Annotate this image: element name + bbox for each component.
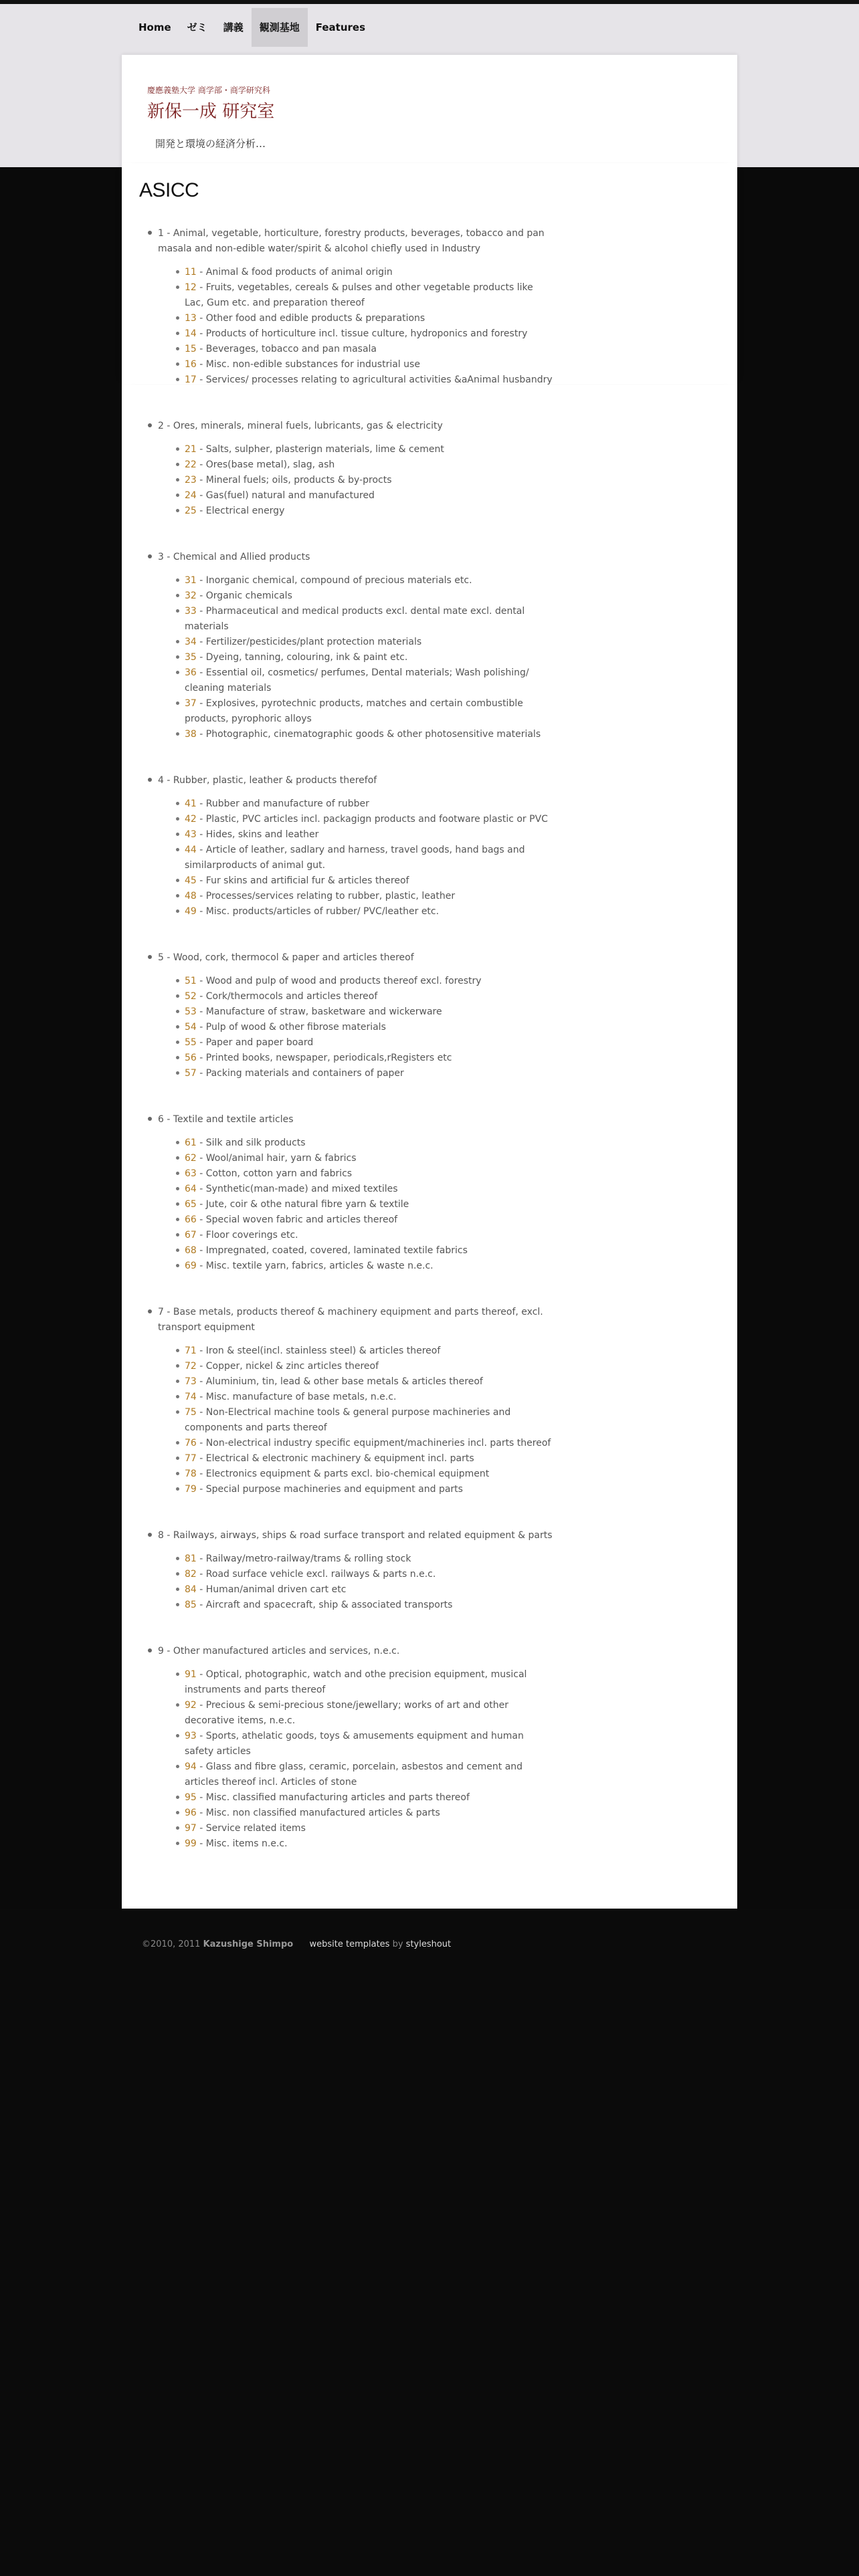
category-label: 5 - Wood, cork, thermocol & paper and articles thereof bbox=[158, 952, 414, 963]
subcategory-item bbox=[185, 1166, 554, 1182]
category-label: 7 - Base metals, products thereof & machinery equipment and parts thereof, excl. transport equipment bbox=[158, 1307, 543, 1333]
subcategory-code: 75 bbox=[185, 1407, 197, 1418]
subcategory-text: - Pharmaceutical and medical products excl. dental mate excl. dental materials bbox=[185, 606, 525, 632]
subcategory-item bbox=[185, 372, 554, 388]
subcategory-code: 49 bbox=[185, 906, 197, 917]
subcategory-text: - Fur skins and artificial fur & articles thereof bbox=[196, 875, 409, 886]
subcategory-item bbox=[185, 904, 554, 920]
subcategory-item bbox=[185, 1051, 554, 1066]
subcategory-code: 78 bbox=[185, 1469, 197, 1479]
category-label: 4 - Rubber, plastic, leather & products therefof bbox=[158, 775, 377, 786]
subcategory-code: 16 bbox=[185, 359, 197, 370]
subcategory-text: - Iron & steel(incl. stainless steel) & articles thereof bbox=[196, 1346, 441, 1356]
subcategory-code: 92 bbox=[185, 1700, 197, 1711]
category-label: 3 - Chemical and Allied products bbox=[158, 552, 310, 562]
subcategory-item bbox=[185, 357, 554, 372]
subcategory-text: - Misc. textile yarn, fabrics, articles & waste n.e.c. bbox=[196, 1261, 434, 1271]
category-section bbox=[139, 550, 554, 742]
subcategory-code: 53 bbox=[185, 1006, 197, 1017]
subcategory-item bbox=[185, 488, 554, 504]
subcategory-text: - Special purpose machineries and equipment and parts bbox=[196, 1484, 463, 1495]
page-title: ASICC bbox=[139, 179, 199, 201]
subcategory-text: - Plastic, PVC articles incl. packagign products and footware plastic or PVC bbox=[196, 814, 548, 825]
subcategory-code: 22 bbox=[185, 459, 197, 470]
subcategory-code: 38 bbox=[185, 729, 197, 740]
category-section bbox=[139, 1305, 554, 1497]
subcategory-code: 71 bbox=[185, 1346, 197, 1356]
subcategory-item bbox=[185, 1790, 554, 1806]
footer-line bbox=[142, 1939, 451, 1949]
subcategory-item bbox=[185, 1212, 554, 1228]
nav-seminar[interactable]: ゼミ bbox=[187, 21, 207, 33]
subcategory-item bbox=[185, 457, 554, 473]
subcategory-item bbox=[185, 889, 554, 904]
subcategory-item bbox=[185, 1066, 554, 1081]
subcategory-text: - Explosives, pyrotechnic products, matches and certain combustible products, pyrophoric alloys bbox=[185, 698, 523, 724]
subcategory-item bbox=[185, 473, 554, 488]
subcategory-text: - Essential oil, cosmetics/ perfumes, Dental materials; Wash polishing/ cleaning materials bbox=[185, 667, 529, 693]
subcategory-code: 85 bbox=[185, 1600, 197, 1610]
subcategory-item bbox=[185, 1567, 554, 1582]
subcategory-item bbox=[185, 1729, 554, 1759]
subcategory-code: 35 bbox=[185, 652, 197, 663]
subcategory-code: 33 bbox=[185, 606, 197, 617]
subcategory-text: - Railway/metro-railway/trams & rolling stock bbox=[196, 1553, 411, 1564]
subcategory-item bbox=[185, 696, 554, 727]
subcategory-code: 44 bbox=[185, 845, 197, 855]
subcategory-code: 64 bbox=[185, 1184, 197, 1194]
subcategory-text: - Packing materials and containers of paper bbox=[196, 1068, 404, 1079]
subcategory-text: - Special woven fabric and articles thereof bbox=[196, 1214, 398, 1225]
subcategory-item bbox=[185, 265, 554, 280]
subcategory-code: 25 bbox=[185, 506, 197, 516]
subcategory-text: - Floor coverings etc. bbox=[196, 1230, 298, 1241]
subcategory-code: 15 bbox=[185, 344, 197, 354]
subcategory-text: - Synthetic(man-made) and mixed textiles bbox=[196, 1184, 398, 1194]
subcategory-code: 48 bbox=[185, 891, 197, 901]
subcategory-text: - Inorganic chemical, compound of precious materials etc. bbox=[196, 575, 472, 586]
subcategory-text: - Other food and edible products & preparations bbox=[196, 313, 425, 324]
subcategory-item bbox=[185, 873, 554, 889]
subcategory-code: 11 bbox=[185, 267, 197, 278]
category-label: 8 - Railways, airways, ships & road surface transport and related equipment & parts bbox=[158, 1530, 553, 1541]
subcategory-code: 99 bbox=[185, 1838, 197, 1849]
subcategory-text: - Services/ processes relating to agricultural activities &aAnimal husbandry bbox=[196, 374, 553, 385]
category-section bbox=[139, 1528, 554, 1613]
subcategory-text: - Cork/thermocols and articles thereof bbox=[196, 991, 378, 1002]
subcategory-code: 76 bbox=[185, 1438, 197, 1448]
subcategory-code: 73 bbox=[185, 1376, 197, 1387]
website-templates-link[interactable]: website templates bbox=[309, 1939, 390, 1949]
subcategory-item bbox=[185, 1374, 554, 1390]
subcategory-item bbox=[185, 1390, 554, 1405]
subcategory-text: - Printed books, newspaper, periodicals,rRegisters etc bbox=[196, 1053, 452, 1063]
subcategory-text: - Misc. classified manufacturing articles and parts thereof bbox=[196, 1792, 470, 1803]
subcategory-code: 56 bbox=[185, 1053, 197, 1063]
subcategory-item bbox=[185, 1228, 554, 1243]
subcategory-text: - Hides, skins and leather bbox=[196, 829, 319, 840]
subcategory-text: - Sports, athelatic goods, toys & amusements equipment and human safety articles bbox=[185, 1731, 524, 1757]
subcategory-item bbox=[185, 843, 554, 873]
subcategory-item bbox=[185, 1035, 554, 1051]
subcategory-list bbox=[158, 1551, 554, 1613]
subcategory-item bbox=[185, 573, 554, 588]
subcategory-code: 62 bbox=[185, 1153, 197, 1164]
subcategory-code: 12 bbox=[185, 282, 197, 293]
site-title[interactable]: 新保一成 研究室 bbox=[147, 102, 275, 122]
subcategory-code: 97 bbox=[185, 1823, 197, 1834]
subcategory-item bbox=[185, 1759, 554, 1790]
subcategory-text: - Precious & semi-precious stone/jewellary; works of art and other decorative items, n.e.c. bbox=[185, 1700, 508, 1726]
subcategory-item bbox=[185, 342, 554, 357]
subcategory-code: 96 bbox=[185, 1808, 197, 1818]
footer bbox=[0, 1909, 859, 2576]
footer-copyright: ©2010, 2011 bbox=[142, 1939, 201, 1949]
subcategory-item bbox=[185, 1551, 554, 1567]
subcategory-item bbox=[185, 796, 554, 812]
subcategory-text: - Non-electrical industry specific equipment/machineries incl. parts thereof bbox=[196, 1438, 551, 1448]
subcategory-item bbox=[185, 1667, 554, 1698]
subcategory-text: - Misc. non classified manufactured articles & parts bbox=[196, 1808, 440, 1818]
subcategory-code: 72 bbox=[185, 1361, 197, 1372]
subcategory-item bbox=[185, 326, 554, 342]
subcategory-item bbox=[185, 1151, 554, 1166]
category-section bbox=[139, 950, 554, 1081]
subcategory-text: - Optical, photographic, watch and othe precision equipment, musical instruments and parts thereof bbox=[185, 1669, 527, 1695]
subcategory-text: - Gas(fuel) natural and manufactured bbox=[196, 490, 375, 501]
subcategory-list bbox=[158, 796, 554, 920]
styleshout-link[interactable]: styleshout bbox=[405, 1939, 452, 1949]
subcategory-code: 13 bbox=[185, 313, 197, 324]
subcategory-item bbox=[185, 974, 554, 989]
subcategory-list bbox=[158, 265, 554, 388]
subcategory-text: - Organic chemicals bbox=[196, 591, 292, 601]
subcategory-item bbox=[185, 1359, 554, 1374]
subcategory-text: - Article of leather, sadlary and harness, travel goods, hand bags and similarproducts of animal gut. bbox=[185, 845, 525, 871]
subcategory-code: 14 bbox=[185, 328, 197, 339]
subcategory-text: - Misc. items n.e.c. bbox=[196, 1838, 288, 1849]
subcategory-item bbox=[185, 665, 554, 696]
subcategory-text: - Electronics equipment & parts excl. bio-chemical equipment bbox=[196, 1469, 490, 1479]
subcategory-text: - Wood and pulp of wood and products thereof excl. forestry bbox=[196, 976, 482, 986]
site-tagline: 開発と環境の経済分析… bbox=[155, 138, 266, 150]
subcategory-list bbox=[158, 1667, 554, 1852]
subcategory-code: 82 bbox=[185, 1569, 197, 1580]
subcategory-item bbox=[185, 827, 554, 843]
subcategory-code: 61 bbox=[185, 1138, 197, 1148]
subcategory-text: - Manufacture of straw, basketware and wickerware bbox=[196, 1006, 442, 1017]
subcategory-item bbox=[185, 1020, 554, 1035]
subcategory-code: 68 bbox=[185, 1245, 197, 1256]
subcategory-text: - Misc. non-edible substances for industrial use bbox=[196, 359, 420, 370]
subcategory-text: - Silk and silk products bbox=[196, 1138, 306, 1148]
subcategory-item bbox=[185, 1582, 554, 1598]
site-header bbox=[122, 55, 737, 167]
subcategory-text: - Rubber and manufacture of rubber bbox=[196, 798, 369, 809]
subcategory-code: 84 bbox=[185, 1584, 197, 1595]
category-section bbox=[139, 1644, 554, 1852]
subcategory-item bbox=[185, 635, 554, 650]
subcategory-code: 45 bbox=[185, 875, 197, 886]
subcategory-code: 37 bbox=[185, 698, 197, 709]
subcategory-item bbox=[185, 1344, 554, 1359]
nav-lecture[interactable]: 講義 bbox=[223, 21, 244, 33]
subcategory-item bbox=[185, 650, 554, 665]
category-section bbox=[139, 773, 554, 920]
subcategory-item bbox=[185, 280, 554, 311]
subcategory-text: - Non-Electrical machine tools & general purpose machineries and components and parts thereof bbox=[185, 1407, 511, 1433]
category-section bbox=[139, 1112, 554, 1274]
subcategory-item bbox=[185, 311, 554, 326]
subcategory-text: - Processes/services relating to rubber, plastic, leather bbox=[196, 891, 456, 901]
subcategory-code: 74 bbox=[185, 1392, 197, 1402]
subcategory-item bbox=[185, 1436, 554, 1451]
subcategory-list bbox=[158, 1344, 554, 1497]
subcategory-list bbox=[158, 442, 554, 519]
subcategory-text: - Service related items bbox=[196, 1823, 306, 1834]
category-label: 9 - Other manufactured articles and services, n.e.c. bbox=[158, 1646, 400, 1656]
subcategory-code: 69 bbox=[185, 1261, 197, 1271]
subcategory-item bbox=[185, 1405, 554, 1436]
subcategory-code: 65 bbox=[185, 1199, 197, 1210]
subcategory-code: 95 bbox=[185, 1792, 197, 1803]
subcategory-code: 91 bbox=[185, 1669, 197, 1680]
subcategory-code: 94 bbox=[185, 1761, 197, 1772]
category-label: 6 - Textile and textile articles bbox=[158, 1114, 294, 1125]
subcategory-code: 66 bbox=[185, 1214, 197, 1225]
subcategory-code: 17 bbox=[185, 374, 197, 385]
subcategory-code: 81 bbox=[185, 1553, 197, 1564]
subcategory-list bbox=[158, 974, 554, 1081]
subcategory-item bbox=[185, 604, 554, 635]
subcategory-item bbox=[185, 1182, 554, 1197]
subcategory-text: - Electrical & electronic machinery & equipment incl. parts bbox=[196, 1453, 474, 1464]
subcategory-item bbox=[185, 1482, 554, 1497]
subcategory-text: - Products of horticulture incl. tissue culture, hydroponics and forestry bbox=[196, 328, 528, 339]
nav-home[interactable]: Home bbox=[138, 21, 171, 33]
nav-features[interactable]: Features bbox=[315, 21, 366, 33]
subcategory-item bbox=[185, 1598, 554, 1613]
subcategory-text: - Misc. manufacture of base metals, n.e.c. bbox=[196, 1392, 397, 1402]
subcategory-text: - Road surface vehicle excl. railways & parts n.e.c. bbox=[196, 1569, 436, 1580]
subcategory-code: 55 bbox=[185, 1037, 197, 1048]
subcategory-code: 41 bbox=[185, 798, 197, 809]
subcategory-text: - Pulp of wood & other fibrose materials bbox=[196, 1022, 386, 1033]
subcategory-item bbox=[185, 1136, 554, 1151]
subcategory-item bbox=[185, 1243, 554, 1259]
subcategory-text: - Aluminium, tin, lead & other base metals & articles thereof bbox=[196, 1376, 483, 1387]
subcategory-item bbox=[185, 1698, 554, 1729]
subcategory-item bbox=[185, 1821, 554, 1836]
subcategory-list bbox=[158, 1136, 554, 1274]
subcategory-text: - Glass and fibre glass, ceramic, porcelain, asbestos and cement and articles thereof incl. Articles of stone bbox=[185, 1761, 523, 1788]
subcategory-code: 79 bbox=[185, 1484, 197, 1495]
subcategory-text: - Ores(base metal), slag, ash bbox=[196, 459, 335, 470]
subcategory-text: - Fertilizer/pesticides/plant protection materials bbox=[196, 637, 422, 647]
subcategory-item bbox=[185, 588, 554, 604]
subcategory-code: 51 bbox=[185, 976, 197, 986]
subcategory-item bbox=[185, 1004, 554, 1020]
subcategory-text: - Dyeing, tanning, colouring, ink & paint etc. bbox=[196, 652, 408, 663]
subcategory-text: - Impregnated, coated, covered, laminated textile fabrics bbox=[196, 1245, 468, 1256]
subcategory-code: 54 bbox=[185, 1022, 197, 1033]
subcategory-item bbox=[185, 504, 554, 519]
subcategory-code: 77 bbox=[185, 1453, 197, 1464]
site-subtitle: 慶應義塾大学 商学部・商学研究科 bbox=[147, 86, 270, 95]
subcategory-code: 43 bbox=[185, 829, 197, 840]
subcategory-text: - Salts, sulpher, plasterign materials, lime & cement bbox=[196, 444, 444, 455]
asicc-list bbox=[139, 226, 554, 1883]
subcategory-text: - Wool/animal hair, yarn & fabrics bbox=[196, 1153, 357, 1164]
category-section bbox=[139, 419, 554, 519]
subcategory-item bbox=[185, 989, 554, 1004]
subcategory-text: - Beverages, tobacco and pan masala bbox=[196, 344, 377, 354]
nav-observation-base[interactable]: 観測基地 bbox=[252, 8, 308, 47]
subcategory-code: 67 bbox=[185, 1230, 197, 1241]
footer-author: Kazushige Shimpo bbox=[203, 1939, 294, 1949]
category-label: 2 - Ores, minerals, mineral fuels, lubricants, gas & electricity bbox=[158, 421, 443, 431]
footer-by: by bbox=[392, 1939, 403, 1949]
subcategory-code: 52 bbox=[185, 991, 197, 1002]
subcategory-item bbox=[185, 1197, 554, 1212]
subcategory-code: 93 bbox=[185, 1731, 197, 1741]
subcategory-code: 42 bbox=[185, 814, 197, 825]
top-bar bbox=[0, 4, 859, 167]
subcategory-text: - Misc. products/articles of rubber/ PVC/leather etc. bbox=[196, 906, 440, 917]
subcategory-item bbox=[185, 812, 554, 827]
subcategory-code: 24 bbox=[185, 490, 197, 501]
subcategory-item bbox=[185, 1451, 554, 1467]
subcategory-text: - Cotton, cotton yarn and fabrics bbox=[196, 1168, 353, 1179]
subcategory-code: 57 bbox=[185, 1068, 197, 1079]
subcategory-code: 32 bbox=[185, 591, 197, 601]
subcategory-text: - Photographic, cinematographic goods & other photosensitive materials bbox=[196, 729, 541, 740]
subcategory-list bbox=[158, 573, 554, 742]
subcategory-item bbox=[185, 442, 554, 457]
subcategory-text: - Fruits, vegetables, cereals & pulses and other vegetable products like Lac, Gum etc. and preparation thereof bbox=[185, 282, 533, 308]
subcategory-text: - Animal & food products of animal origin bbox=[196, 267, 393, 278]
subcategory-item bbox=[185, 1836, 554, 1852]
subcategory-item bbox=[185, 727, 554, 742]
subcategory-text: - Human/animal driven cart etc bbox=[196, 1584, 347, 1595]
subcategory-code: 23 bbox=[185, 475, 197, 486]
subcategory-item bbox=[185, 1806, 554, 1821]
category-section bbox=[139, 226, 554, 388]
subcategory-text: - Electrical energy bbox=[196, 506, 285, 516]
main-nav bbox=[130, 8, 373, 47]
subcategory-text: - Aircraft and spacecraft, ship & associated transports bbox=[196, 1600, 453, 1610]
subcategory-code: 34 bbox=[185, 637, 197, 647]
subcategory-item bbox=[185, 1259, 554, 1274]
subcategory-text: - Paper and paper board bbox=[196, 1037, 314, 1048]
subcategory-code: 21 bbox=[185, 444, 197, 455]
subcategory-code: 36 bbox=[185, 667, 197, 678]
subcategory-code: 31 bbox=[185, 575, 197, 586]
subcategory-text: - Jute, coir & othe natural fibre yarn & textile bbox=[196, 1199, 409, 1210]
subcategory-text: - Copper, nickel & zinc articles thereof bbox=[196, 1361, 379, 1372]
subcategory-item bbox=[185, 1467, 554, 1482]
category-label: 1 - Animal, vegetable, horticulture, forestry products, beverages, tobacco and pan masala and non-edible water/spirit & alcohol chiefly used in Industry bbox=[158, 228, 545, 254]
subcategory-code: 63 bbox=[185, 1168, 197, 1179]
subcategory-text: - Mineral fuels; oils, products & by-procts bbox=[196, 475, 392, 486]
